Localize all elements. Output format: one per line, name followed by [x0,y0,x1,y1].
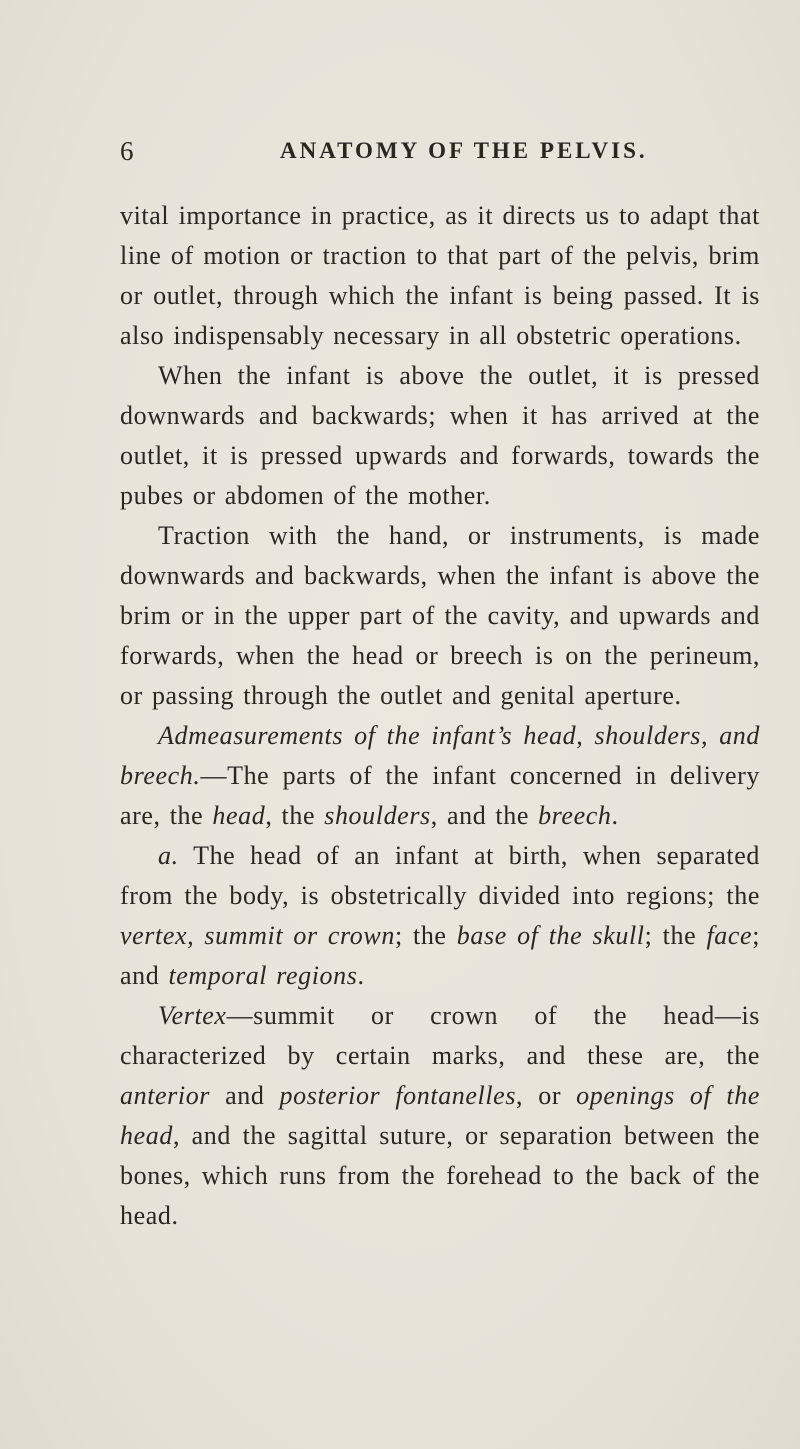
text-run: ; the [394,921,457,950]
term-vertex-heading: Vertex [158,1001,227,1030]
page-number: 6 [120,136,135,166]
term-anterior: anterior [120,1081,211,1110]
list-label: a. [158,841,179,870]
paragraph-3: Traction with the hand, or instruments, is made downwards and backwards, when the infant is above the brim or in the upper part of the cavity, and upwards and forwards, when the head or breech is on the perineum, or passing through the outlet and genital aperture. [120,521,760,710]
body-text [120,196,760,1236]
paragraph-4 [120,716,760,836]
term-posterior-fontanelles: posterior fontanelles [279,1081,517,1110]
text-run: and [210,1081,280,1110]
text-run: —summit or crown of the head—is characterized by certain marks, and these are, the [120,1001,760,1070]
paragraph-5 [120,836,760,996]
paragraph-2: When the infant is above the outlet, it is pressed downwards and backwards; when it has arrived at the outlet, it is pressed upwards and forwards, towards the pubes or abdomen of the mother. [120,361,760,510]
text-run: —The parts of the infant concerned in delivery are, the [120,761,760,830]
term-face: face [706,921,753,950]
text-run: The head of an infant at birth, when separated from the body, is obstetrically divided into regions; the [120,841,760,910]
text-run: . [357,961,365,990]
paragraph-1: vital importance in practice, as it directs us to adapt that line of motion or traction to that part of the pelvis, brim or outlet, through which the infant is being passed. It is also indispensably necessary in all obstetric operations. [120,201,760,350]
text-run: , and the sagittal suture, or separation between the bones, which runs from the forehead to the back of the head. [120,1121,760,1230]
term-base: base of the skull [456,921,645,950]
term-head: head [212,801,266,830]
term-vertex: vertex, summit or crown [120,921,395,950]
text-run: ; the [644,921,707,950]
running-head [120,136,760,176]
text-run: ; and [120,921,761,990]
text-run: . [611,801,619,830]
paragraph-6 [120,996,760,1236]
section-heading: Admeasurements of the infant’s head, shoulders, and breech. [120,721,760,790]
term-breech: breech [538,801,612,830]
text-run: , and the [430,801,539,830]
term-shoulders: shoulders [324,801,431,830]
text-run: , or [516,1081,577,1110]
term-temporal: temporal regions [168,961,358,990]
running-head-title: ANATOMY OF THE PELVIS. [280,138,648,163]
term-openings: openings of the head [120,1081,760,1150]
text-run: , the [265,801,325,830]
